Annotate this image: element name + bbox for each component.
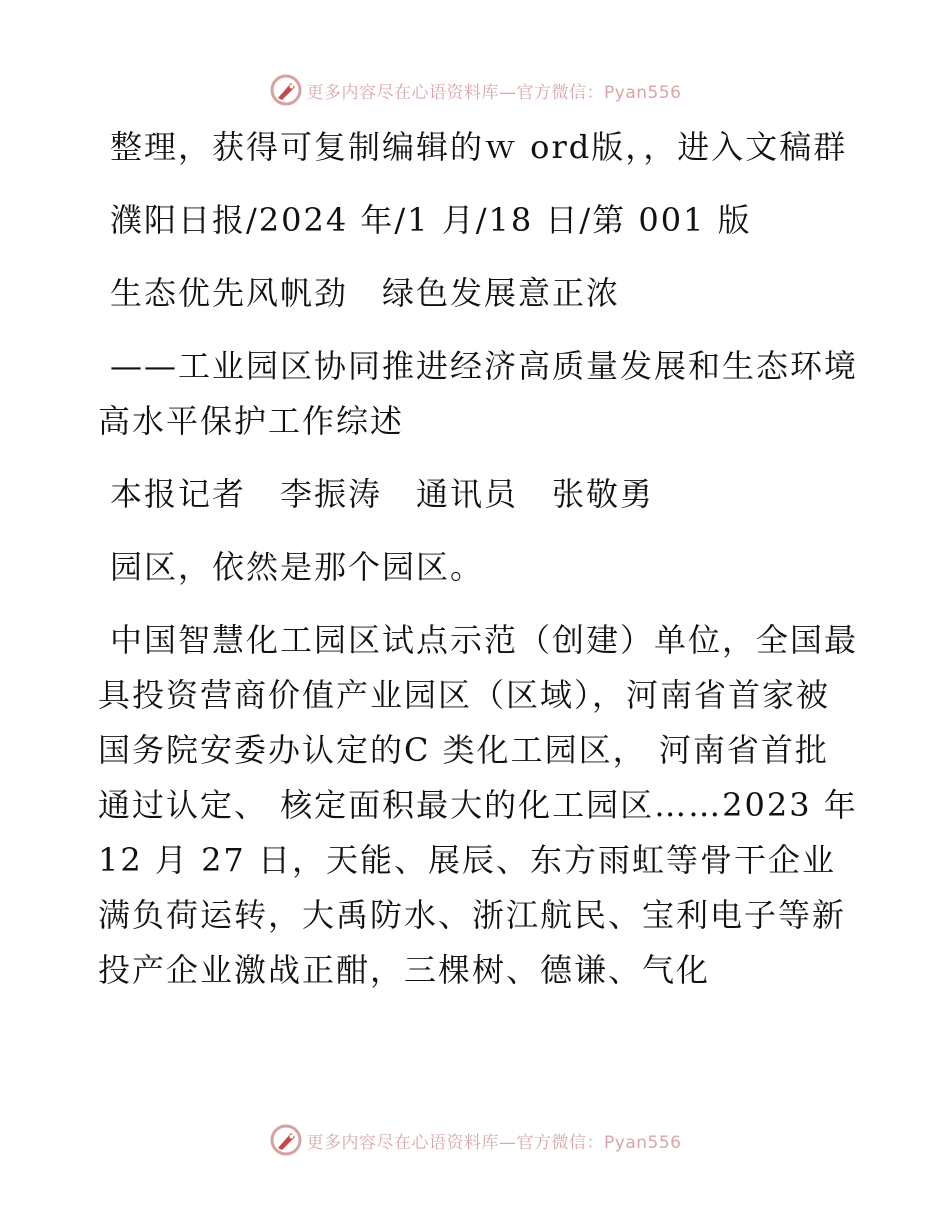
pen-nib-logo-icon bbox=[269, 73, 303, 107]
pen-nib-logo-icon bbox=[269, 1123, 303, 1157]
body-paragraph: 园区，依然是那个园区。 bbox=[110, 548, 485, 586]
article-subtitle: ——工业园区协同推进经济高质量发展和生态环境高水平保护工作综述 bbox=[98, 347, 859, 440]
watermark-text: 更多内容尽在心语资料库—官方微信：Pyan556 bbox=[306, 1132, 682, 1153]
body-paragraph: 中国智慧化工园区试点示范（创建）单位，全国最具投资营商价值产业园区（区域），河南省首家被国务院安委办认定的C 类化工园区， 河南省首批通过认定、 核定面积最大的化工园区……2023 年 12 月 27 日，天能、展辰、东方雨虹等骨干企业满负荷运转，大禹防水、浙江航民、宝利电子等新投产企业激战正酣，三棵树、德谦、气化 bbox=[98, 621, 859, 989]
watermark-footer bbox=[0, 1120, 950, 1160]
watermark-text: 更多内容尽在心语资料库—官方微信：Pyan556 bbox=[306, 82, 682, 103]
article-title: 生态优先风帆劲 绿色发展意正浓 bbox=[110, 274, 621, 312]
byline: 本报记者 李振涛 通讯员 张敬勇 bbox=[110, 475, 655, 513]
intro-note: 整理，获得可复制编辑的ｗ ord版，，进入文稿群 bbox=[110, 128, 848, 166]
document-body bbox=[98, 120, 858, 1016]
source-line: 濮阳日报/2024 年/1 月/18 日/第 001 版 bbox=[110, 201, 752, 239]
watermark-header bbox=[0, 70, 950, 110]
